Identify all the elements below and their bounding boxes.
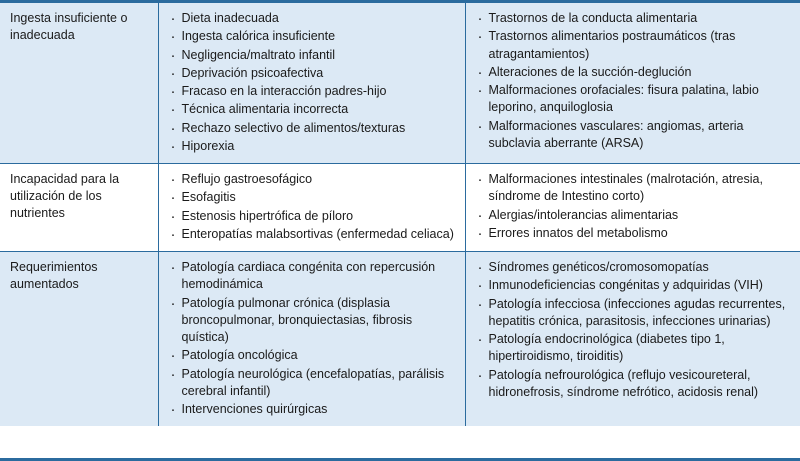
list-item: · Negligencia/maltrato infantil [169,47,455,64]
item-list [169,10,455,155]
list-item: · Deprivación psicoafectiva [169,65,455,82]
list-item: · Ingesta calórica insuficiente [169,28,455,45]
list-item: · Malformaciones orofaciales: fisura palatina, labio leporino, anquiloglosia [476,82,791,117]
etiology-table [0,3,800,426]
list-item: · Técnica alimentaria incorrecta [169,101,455,118]
list-item: · Trastornos alimentarios postraumáticos (tras atragantamientos) [476,28,791,63]
list-item: · Esofagitis [169,189,455,206]
list-item: · Errores innatos del metabolismo [476,225,791,242]
list-item: · Alergias/intolerancias alimentarias [476,207,791,224]
list-item: · Intervenciones quirúrgicas [169,401,455,418]
list-item: · Enteropatías malabsortivas (enfermedad celiaca) [169,226,455,243]
list-item: · Patología infecciosa (infecciones agudas recurrentes, hepatitis crónica, parasitosis, infecciones urinarias) [476,296,791,331]
list-item: · Trastornos de la conducta alimentaria [476,10,791,27]
middle-cell [158,3,465,164]
list-item: · Patología cardiaca congénita con repercusión hemodinámica [169,259,455,294]
list-item: · Alteraciones de la succión-deglución [476,64,791,81]
category-cell: Ingesta insuficiente o inadecuada [0,3,158,164]
right-cell [465,3,800,164]
middle-cell [158,252,465,427]
list-item: · Rechazo selectivo de alimentos/texturas [169,120,455,137]
middle-cell [158,164,465,252]
list-item: · Reflujo gastroesofágico [169,171,455,188]
item-list [476,171,791,242]
list-item: · Patología oncológica [169,347,455,364]
list-item: · Malformaciones intestinales (malrotación, atresia, síndrome de Intestino corto) [476,171,791,206]
list-item: · Patología pulmonar crónica (displasia broncopulmonar, bronquiectasias, fibrosis quística) [169,295,455,347]
list-item: · Patología nefrourológica (reflujo vesicoureteral, hidronefrosis, síndrome nefrótico, acidosis renal) [476,367,791,402]
item-list [476,10,791,152]
list-item: · Estenosis hipertrófica de píloro [169,208,455,225]
list-item: · Síndromes genéticos/cromosomopatías [476,259,791,276]
item-list [476,259,791,401]
list-item: · Inmunodeficiencias congénitas y adquiridas (VIH) [476,277,791,294]
item-list [169,171,455,243]
category-cell: Requerimientos aumentados [0,252,158,427]
category-cell: Incapacidad para la utilización de los nutrientes [0,164,158,252]
list-item: · Patología endocrinológica (diabetes tipo 1, hipertiroidismo, tiroiditis) [476,331,791,366]
table-row [0,164,800,252]
table-row [0,3,800,164]
right-cell [465,252,800,427]
item-list [169,259,455,418]
list-item: · Fracaso en la interacción padres-hijo [169,83,455,100]
right-cell [465,164,800,252]
list-item: · Dieta inadecuada [169,10,455,27]
list-item: · Malformaciones vasculares: angiomas, arteria subclavia aberrante (ARSA) [476,118,791,153]
list-item: · Patología neurológica (encefalopatías, parálisis cerebral infantil) [169,366,455,401]
table-row [0,252,800,427]
list-item: · Hiporexia [169,138,455,155]
